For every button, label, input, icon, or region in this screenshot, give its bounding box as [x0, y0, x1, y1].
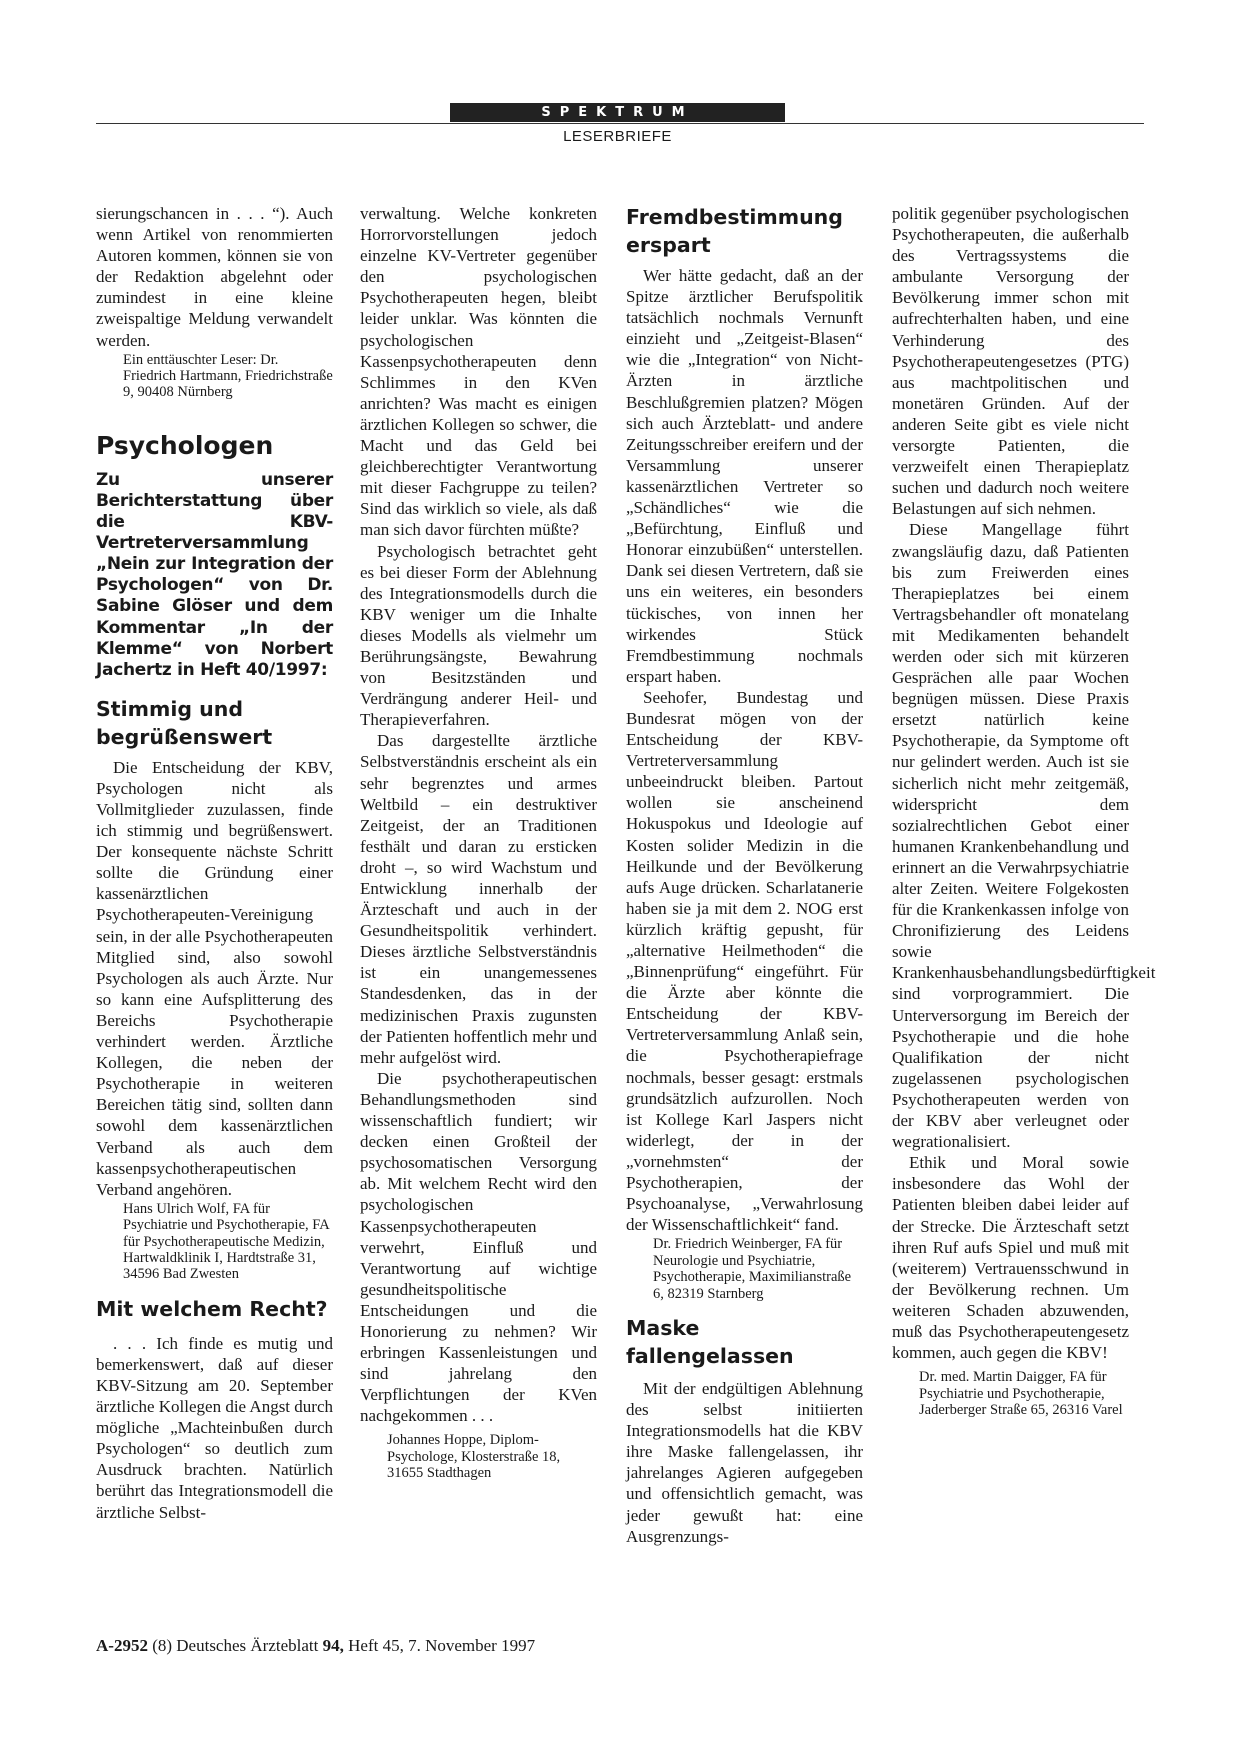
- paragraph: Die Entscheidung der KBV, Psychologen nicht als Vollmitglieder zuzulassen, finde ich stimmig und begrüßenswert. Der konsequente nächste Schritt sollte die Gründung einer kassenärztlichen Psychotherapeuten-Vereinigung sein, in der alle Psychotherapeuten Mitglied sind, also sowohl Psychologen als auch Ärzte. Nur so kann eine Aufsplitterung des Bereichs Psychotherapie verhindert werden. Ärztliche Kollegen, die neben der Psychotherapie in weiteren Bereichen tätig sind, sollten dann sowohl dem kassenärztlichen Verband als auch dem kassenpsychotherapeutischen Verband angehören.: [96, 757, 333, 1199]
- letter-heading: Maske fallengelassen: [626, 1315, 794, 1368]
- paragraph: Mit der endgültigen Ablehnung des selbst initiierten Integrationsmodells hat die KBV ihre Maske fallengelassen, ihr jahrelanges Agieren aufgegeben und offensichtlich gemacht, was jeder gewußt hat: eine Ausgrenzungs-: [626, 1378, 863, 1546]
- citation-prefix: (8) Deutsches Ärzteblatt: [152, 1636, 319, 1655]
- paragraph: Diese Mangellage führt zwangsläufig dazu, daß Patienten bis zum Freiwerden eines Therapieplatzes bei einem Vertragsbehandler oft monatelang mit Medikamenten behandelt werden oder sich mit kürzeren Gesprächen alle paar Wochen begnügen müssen. Diese Praxis ersetzt natürlich keine Psychotherapie, da Symptome oft nur gelindert werden. Auch ist sie sicherlich nicht mehr zeitgemäß, widerspricht dem sozialrechtlichen Gebot einer humanen Krankenbehandlung und erinnert an die Verwahrpsychiatrie alter Zeiten. Weitere Folgekosten für die Krankenkassen infolge von Chronifizierung des Leidens sowie Krankenhausbehandlungsbedürftigkeit sind vorprogrammiert. Die Unterversorgung im Bereich der Psychotherapie und die hohe Qualifikation der nicht zugelassenen psychologischen Psychotherapeuten werden von der KBV aber verleugnet oder wegrationalisiert.: [892, 520, 1156, 1152]
- article-intro: Zu unserer Berichterstattung über die KBV-Vertreterversammlung „Nein zur Integration der Psychologen“ von Dr. Sabine Glöser und dem Kommentar „In der Klemme“ von Norbert Jachertz in Heft 40/1997:: [96, 469, 333, 680]
- volume-number: 94,: [322, 1636, 344, 1655]
- column-4: [892, 203, 1156, 1420]
- paragraph: Wer hätte gedacht, daß an der Spitze ärztlicher Berufspolitik tatsächlich nochmals Vernunft einzieht und „Zeitgeist-Blasen“ wie die „Integration“ von Nicht-Ärzten in ärztliche Beschlußgremien platzen? Mögen sich auch Ärzteblatt- und andere Zeitungsschreiber ereifern und der Versammlung unserer kassenärztlichen Vertreter so „Schändliches“ wie die „Befürchtung, Einfluß und Honorar einzubüßen“ unterstellen. Dank sei diesen Vertretern, daß sie uns ein weiteres, ein besonders tückisches, von innen her wirkendes Stück Fremdbestimmung nochmals erspart haben.: [626, 266, 863, 686]
- letter-heading: Fremdbestimmung erspart: [626, 205, 843, 257]
- letter-signature: Johannes Hoppe, Diplom-Psychologe, Klosterstraße 18, 31655 Stadthagen: [387, 1432, 561, 1482]
- page-footer: [96, 1636, 535, 1656]
- section-header-bar: SPEKTRUM: [450, 103, 785, 122]
- letter-heading: Mit welchem Recht?: [96, 1296, 328, 1321]
- letter-signature: Dr. med. Martin Daigger, FA für Psychiatrie und Psychotherapie, Jaderberger Straße 65, 26316 Varel: [919, 1369, 1123, 1418]
- column-3: [626, 203, 863, 1547]
- column-2: [360, 203, 597, 1484]
- paragraph: Das dargestellte ärztliche Selbstverständnis erscheint als ein sehr begrenztes und armes Weltbild – ein destruktiver Zeitgeist, der an Traditionen festhält und daran zu ersticken droht –, so wird Wachstum und Entwicklung innerhalb der Ärzteschaft und auch in der Gesundheitspolitik verhindert. Dieses ärztliche Selbstverständnis ist ein unangemessenes Standesdenken, das in der medizinischen Praxis zugunsten der Patienten hoffentlich mehr und mehr aufgelöst wird.: [360, 731, 597, 1067]
- column-1: [96, 203, 333, 1523]
- header-rule: [96, 123, 1144, 124]
- page-reference: A-2952: [96, 1636, 148, 1655]
- letter-heading: Stimmig und begrüßenswert: [96, 696, 273, 749]
- paragraph: Ethik und Moral sowie insbesondere das Wohl der Patienten bleiben dabei leider auf der Strecke. Die Ärzteschaft setzt ihren Ruf aufs Spiel und muß mit (weiterem) Vertrauensschwund in der Bevölkerung rechnen. Um weiteren Schaden abzuwenden, muß das Psychotherapeutengesetz kommen, auch gegen die KBV!: [892, 1153, 1129, 1363]
- paragraph: Seehofer, Bundestag und Bundesrat mögen von der Entscheidung der KBV-Vertreterversammlung unbeeindruckt bleiben. Partout wollen sie anscheinend Hokuspokus und Ideologie auf Kosten solider Medizin in die Heilkunde und der Bevölkerung aufs Auge drücken. Scharlatanerie haben sie ja mit dem 2. NOG erst kürzlich kräftig gepusht, für „alternative Heilmethoden“ die „Binnenprüfung“ eingeführt. Für die Ärzte aber könnte die Entscheidung der KBV-Vertreterversammlung Anlaß sein, die Psychotherapiefrage nochmals, besser gesagt: erstmals grundsätzlich aufzurollen. Noch ist Kollege Karl Jaspers nicht widerlegt, der in der „vornehmsten“ der Psychotherapien, der Psychoanalyse, „Verwahrlosung der Wissenschaftlichkeit“ fand.: [626, 687, 863, 1235]
- paragraph: sierungschancen in . . . “). Auch wenn Artikel von renommierten Autoren kommen, können sie von der Redaktion abgelehnt oder zumindest in eine kleine zweispaltige Meldung verwandelt werden.: [96, 204, 333, 350]
- paragraph: verwaltung. Welche konkreten Horrorvorstellungen jedoch einzelne KV-Vertreter gegenüber den psychologischen Psychotherapeuten hegen, bleibt leider unklar. Was könnten die psychologischen Kassenpsychotherapeuten denn Schlimmes in den KVen anrichten? Was macht es einigen ärztlichen Kollegen so schwer, die Macht und das Geld bei gleichberechtigter Verantwortung mit dieser Fachgruppe zu teilen? Sind das wirklich so viele, als daß man sich davor fürchten müßte?: [360, 204, 597, 540]
- article-title: Psychologen: [96, 430, 274, 460]
- citation-suffix: Heft 45, 7. November 1997: [348, 1636, 536, 1655]
- letter-signature: Ein enttäuschter Leser: Dr. Friedrich Hartmann, Friedrichstraße 9, 90408 Nürnberg: [123, 351, 333, 401]
- letter-signature: Dr. Friedrich Weinberger, FA für Neurologie und Psychiatrie, Psychotherapie, Maximilianstraße 6, 82319 Starnberg: [653, 1236, 852, 1302]
- paragraph: Die psychotherapeutischen Behandlungsmethoden sind wissenschaftlich fundiert; wir decken einen Großteil der psychosomatischen Versorgung ab. Mit welchem Recht wird den psychologischen Kassenpsychotherapeuten verwehrt, Einfluß und Verantwortung auf wichtige gesundheitspolitische Entscheidungen und die Honorierung zu nehmen? Wir erbringen Kassenleistungen und sind jahrelang den Verpflichtungen der KVen nachgekommen . . .: [360, 1068, 597, 1426]
- section-subheader: LESERBRIEFE: [563, 128, 672, 145]
- paragraph: politik gegenüber psychologischen Psychotherapeuten, die außerhalb des Vertragssystems die ambulante Versorgung der Bevölkerung immer schon mit aufrechterhalten haben, und eine Verhinderung des Psychotherapeutengesetzes (PTG) aus machtpolitischen und monetären Gründen. Auf der anderen Seite gibt es viele nicht versorgte Patienten, die verzweifelt einen Therapieplatz suchen und dadurch noch weitere Belastungen auf sich nehmen.: [892, 204, 1130, 519]
- paragraph: Psychologisch betrachtet geht es bei dieser Form der Ablehnung des Integrationsmodells durch die KBV weniger um die Inhalte dieses Modells als vielmehr um Berührungsängste, Bewahrung von Besitzständen und Verdrängung anderer Heil- und Therapieverfahren.: [360, 541, 597, 730]
- paragraph: . . . Ich finde es mutig und bemerkenswert, daß auf dieser KBV-Sitzung am 20. September ärztliche Kollegen die Angst durch mögliche „Machteinbußen durch Psychologen“ so deutlich zum Ausdruck brachten. Natürlich berührt das Integrationsmodell die ärztliche Selbst-: [96, 1333, 333, 1522]
- letter-signature: Hans Ulrich Wolf, FA für Psychiatrie und Psychotherapie, FA für Psychotherapeutische Medizin, Hartwaldklinik I, Hardtstraße 31, 34596 Bad Zwesten: [123, 1200, 329, 1283]
